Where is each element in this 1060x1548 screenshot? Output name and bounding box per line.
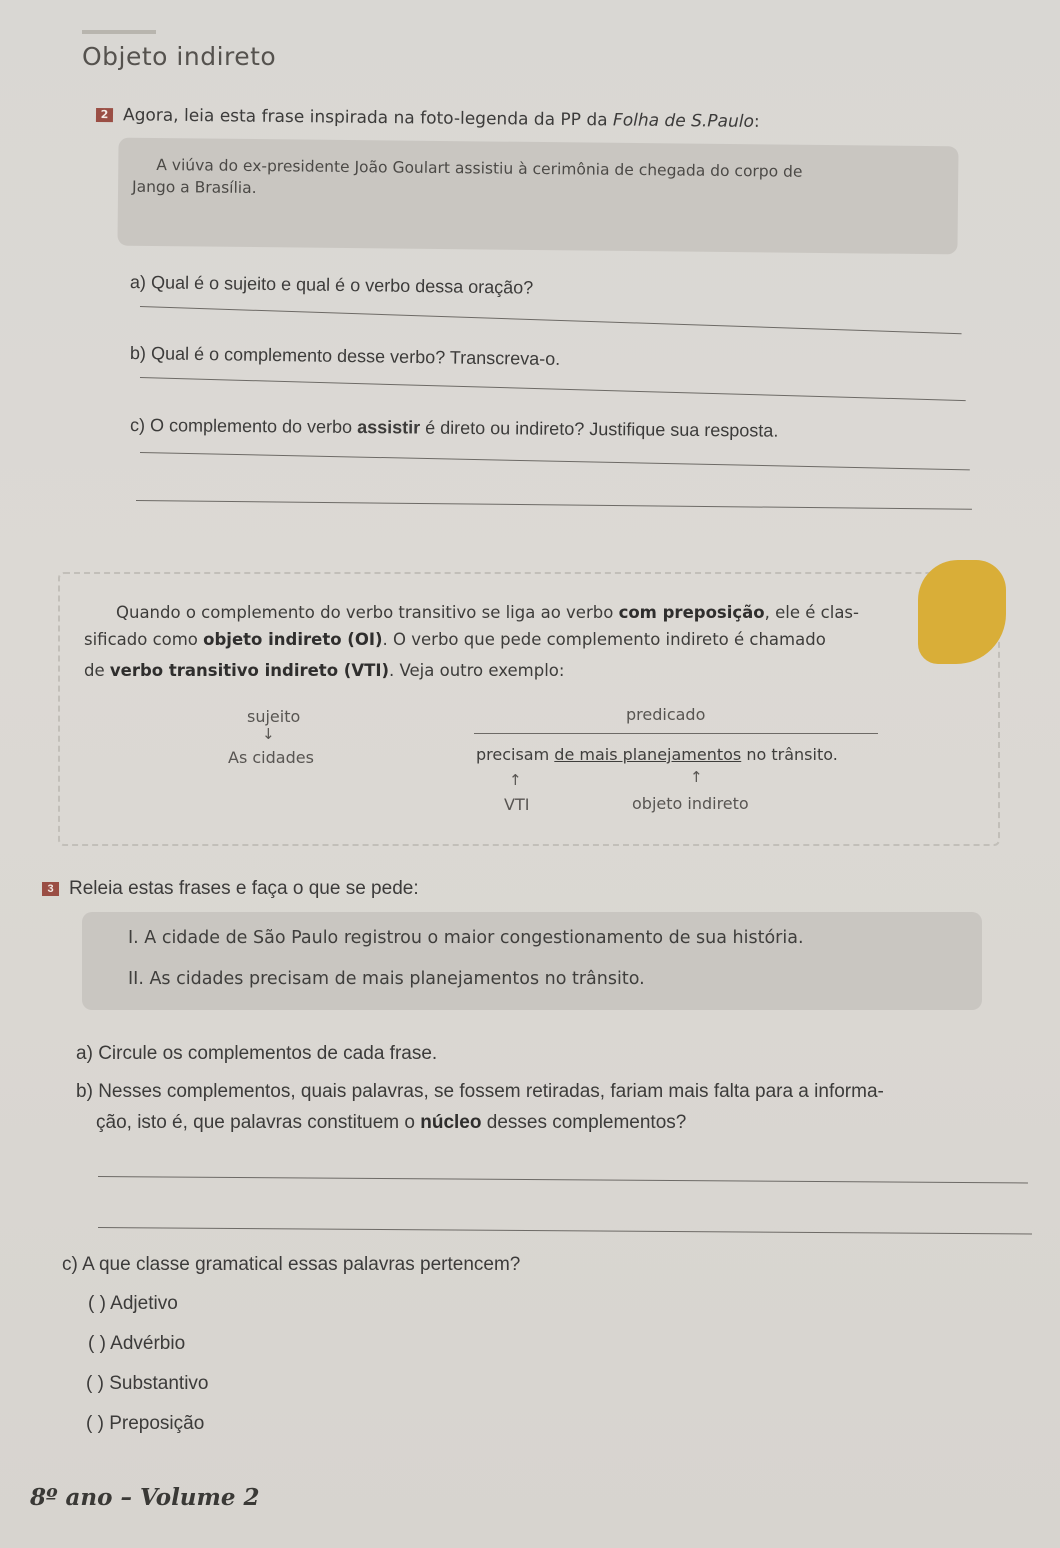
text: . O verbo que pede complemento indireto é chamado [382,630,826,649]
bold-term: com preposição [618,603,765,622]
answer-line[interactable] [140,452,970,470]
item-text-end: é direto ou indireto? Justifique sua resposta. [420,417,779,441]
question-number-3: 3 [42,882,59,896]
option-adjetivo[interactable]: ( ) Adjetivo [88,1293,178,1314]
object-text: de mais planejamentos [554,745,742,764]
item-text-end: desses complementos? [481,1112,687,1133]
option-preposicao[interactable]: ( ) Preposição [86,1413,205,1434]
sentence-1: I. A cidade de São Paulo registrou o maior congestionamento de sua história. [128,928,804,948]
predicate-sentence [476,745,838,764]
item-text: A que classe gramatical essas palavras pertencem? [82,1254,521,1275]
prompt-end: : [753,111,760,132]
item-text: Qual é o sujeito e qual é o verbo dessa oração? [150,272,534,298]
question-3a [76,1043,437,1065]
item-text: Qual é o complemento desse verbo? Transcreva-o. [150,343,561,370]
text: Quando o complemento do verbo transitivo se liga ao verbo [116,603,619,622]
answer-line[interactable] [140,377,966,401]
question-3-prompt [42,878,419,900]
question-3b-line-1 [76,1081,884,1103]
item-letter: c) [62,1254,78,1275]
prompt-text: Releia estas frases e faça o que se pede: [69,878,419,899]
sentences-box [82,912,982,1010]
item-text: Circule os complementos de cada frase. [98,1043,438,1064]
prompt-source: Folha de S.Paulo [612,110,755,132]
handwritten-footer: 8º ano – Volume 2 [30,1484,260,1511]
predicate-bracket-line [474,733,878,734]
item-bold-verb: assistir [357,416,421,438]
bold-term: objeto indireto (OI) [203,630,383,649]
text: . Veja outro exemplo: [389,661,565,680]
bold-term: verbo transitivo indireto (VTI) [109,661,390,680]
concept-line-3 [84,661,564,680]
item-text: O complemento do verbo [149,415,358,437]
text: sificado como [84,630,204,649]
up-arrow-icon: ↑ [690,768,703,786]
quote-line-2: Jango a Brasília. [131,177,257,198]
prompt-text: Agora, leia esta frase inspirada na foto-legenda da PP da [122,105,614,131]
quote-box [117,138,958,255]
question-number-2: 2 [96,108,113,122]
verb-text: precisam [476,745,550,764]
quote-line-1: A viúva do ex-presidente João Goulart assistiu à cerimônia de chegada do corpo de [156,156,803,181]
rest-text: no trânsito. [746,745,838,764]
item-letter: a) [76,1043,93,1064]
answer-line[interactable] [98,1176,1028,1183]
question-2-prompt [96,105,760,132]
item-letter: b) [76,1081,93,1102]
question-3c [62,1254,520,1276]
vti-label: VTI [504,795,530,814]
question-2b [130,343,561,370]
up-arrow-icon: ↑ [509,771,522,789]
subject-label: sujeito [247,707,301,726]
concept-line-1 [116,603,859,622]
oi-label: objeto indireto [632,794,749,813]
concept-line-2 [84,630,826,649]
section-title: Objeto indireto [82,42,277,71]
item-letter: c) [129,415,146,436]
item-letter: a) [129,272,147,293]
question-2c [130,415,779,442]
text: de [84,661,110,680]
text: , ele é clas- [764,603,859,622]
subject-text: As cidades [228,748,314,767]
question-3b-line-2 [96,1112,686,1134]
answer-line[interactable] [136,500,972,510]
question-2a [130,272,534,299]
item-letter: b) [129,343,147,364]
answer-line[interactable] [140,306,962,334]
item-text: Nesses complementos, quais palavras, se fossem retiradas, fariam mais falta para a informa- [98,1081,884,1102]
sentence-2: II. As cidades precisam de mais planejamentos no trânsito. [128,969,645,989]
bold-term: núcleo [420,1112,482,1133]
predicate-label: predicado [626,705,706,724]
title-decoration-bar [82,30,156,34]
down-arrow-icon: ↓ [262,725,275,743]
option-adverbio[interactable]: ( ) Advérbio [88,1333,186,1354]
option-substantivo[interactable]: ( ) Substantivo [86,1373,209,1394]
answer-line[interactable] [98,1227,1032,1235]
item-text: ção, isto é, que palavras constituem o [96,1112,421,1133]
